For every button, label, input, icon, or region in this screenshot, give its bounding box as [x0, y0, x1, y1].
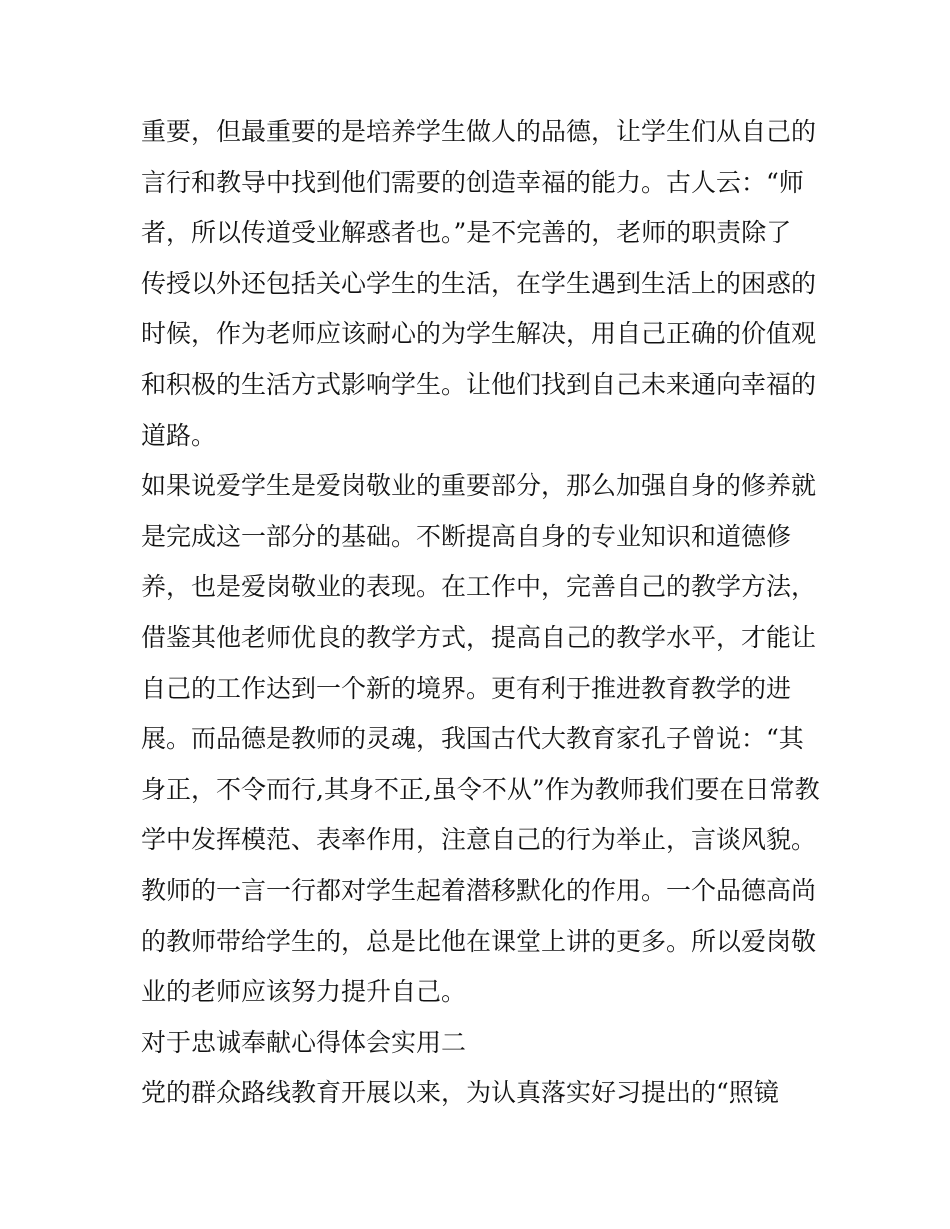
text-line: 是完成这一部分的基础。不断提高自身的专业知识和道德修 — [141, 521, 792, 551]
text-line: 教师的一言一行都对学生起着潜移默化的作用。一个品德高尚 — [141, 875, 817, 905]
text-line: 道路。 — [141, 420, 217, 450]
text-line: 的教师带给学生的，总是比他在课堂上讲的更多。所以爱岗敬 — [141, 926, 817, 956]
text-line: 言行和教导中找到他们需要的创造幸福的能力。古人云：“师 — [141, 167, 804, 197]
section-heading: 对于忠诚奉献心得体会实用二 — [141, 1027, 467, 1057]
text-line: 和积极的生活方式影响学生。让他们找到自己未来通向幸福的 — [141, 369, 817, 399]
text-line: 者，所以传道受业解惑者也。”是不完善的，老师的职责除了 — [141, 218, 792, 248]
text-line: 身正，不令而行,其身不正,虽令不从”作为教师我们要在日常教 — [141, 774, 820, 804]
text-line: 如果说爱学生是爱岗敬业的重要部分，那么加强自身的修养就 — [141, 471, 817, 501]
text-line: 借鉴其他老师优良的教学方式，提高自己的教学水平，才能让 — [141, 622, 817, 652]
text-line: 养，也是爱岗敬业的表现。在工作中，完善自己的教学方法， — [141, 572, 817, 602]
text-line: 学中发挥模范、表率作用，注意自己的行为举止，言谈风貌。 — [141, 825, 817, 855]
text-line: 时候，作为老师应该耐心的为学生解决，用自己正确的价值观 — [141, 319, 817, 349]
text-line: 传授以外还包括关心学生的生活，在学生遇到生活上的困惑的 — [141, 268, 817, 298]
document-body — [141, 107, 821, 1119]
text-line: 业的老师应该努力提升自己。 — [141, 977, 467, 1007]
text-line: 党的群众路线教育开展以来，为认真落实好习提出的“照镜 — [141, 1078, 779, 1108]
text-line: 重要，但最重要的是培养学生做人的品德，让学生们从自己的 — [141, 117, 817, 146]
text-line: 展。而品德是教师的灵魂，我国古代大教育家孔子曾说：“其 — [141, 724, 804, 754]
text-line: 自己的工作达到一个新的境界。更有利于推进教育教学的进 — [141, 673, 792, 703]
